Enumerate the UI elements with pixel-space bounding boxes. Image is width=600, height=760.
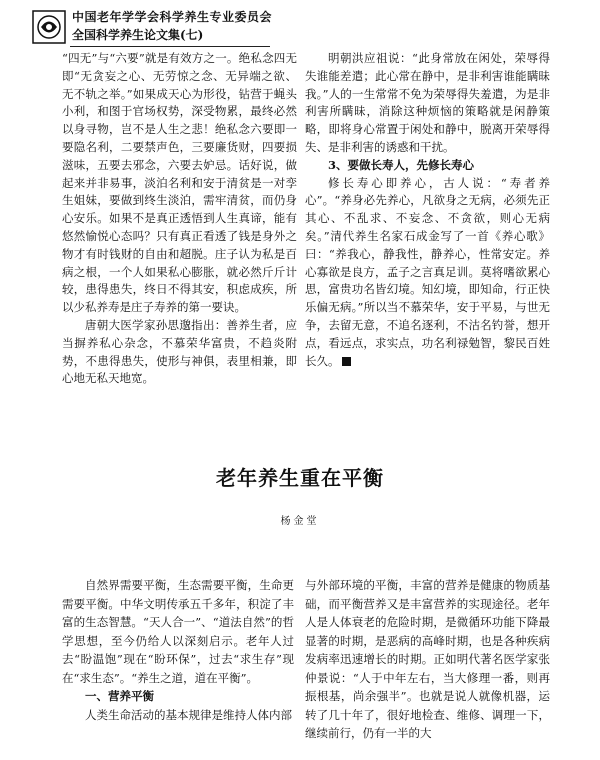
article1-right-column <box>305 50 550 370</box>
article2-right-column <box>305 576 550 743</box>
article2-left-paragraph: 人类生命活动的基本规律是维持人体内部 <box>85 707 292 722</box>
article2-author: 杨金堂 <box>280 516 320 527</box>
article1-left-column <box>62 50 297 388</box>
header-organization: 中国老年学学会科学养生专业委员会 <box>72 10 273 24</box>
article1-right-paragraph: 明朝洪应祖说：“此身常放在闲处，荣辱得失谁能差遣；此心常在静中，是非利害谁能瞒昧我。”人的一生常常不免为荣辱得失羞遣，为是非利害所瞒昧，消除这种烦恼的策略就是闲静策略，即将身心常置于闲处和静中，脱离开荣辱得失、是非利害的诱惑和干扰。 <box>305 51 550 154</box>
article2-right-paragraph: 与外部环境的平衡，丰富的营养是健康的物质基础，而平衡营养又是丰富营养的实现途径。老年人是人体衰老的危险时期，是微循环功能下降最显著的时期，是恶病的高峰时期，也是各种疾病发病率迅速增长的时期。正如明代著名医学家张仲景说：“人于中年左右，当大修理一番，则再振根基，尚余强半”。也就是说人就像机器，运转了几十年了，很好地检查、维修、调理一下，继续前行，仍有一半的大 <box>305 578 550 740</box>
header-rule <box>70 46 270 47</box>
article2-left-column <box>62 576 294 724</box>
article2-title: 老年养生重在平衡 <box>216 466 384 490</box>
end-mark-icon <box>342 357 351 366</box>
article1-subheading: 3、要做长寿人，先修长寿心 <box>328 157 475 172</box>
society-logo-icon <box>32 10 66 44</box>
article1-right-paragraph-text: 修长寿心即养心，古人说：“寿者养心”。“养身必先养心，凡欲身之无病，必须先正其心、不乱求、不妄念、不贪欲，则心无病矣。”清代养生名家石成金写了一首《养心歌》曰：“养我心，静我性，静养心，性常安定。养心寡欲是良方，孟子之言真足训。莫将嗜欲累心思，富贵功名皆幻境。知幻境，即知命，行正快乐偏无病。”所以当不慕荣华，安于平易，与世无争，去留无意，不追名逐利，不沽名钓誉，想开点，看远点，求实点，功名利禄勉智，黎民百姓长久。 <box>305 175 550 368</box>
article2-left-paragraph: 自然界需要平衡，生态需要平衡，生命更需要平衡。中华文明传承五千多年，积淀了丰富的生态智慧。“天人合一”、“道法自然”的哲学思想，至今仍给人以深刻启示。老年人过去“盼温饱”现在“盼环保”，过去“求生存”现在“求生态”。“养生之道，道在平衡”。 <box>62 578 294 685</box>
article1-right-paragraph <box>305 175 550 371</box>
article1-left-paragraph: 唐朝大医学家孙思邈指出：善养生者，应当摒养私心杂念，不慕荣华富贵，不趋炎附势，不患得患失，使形与神俱，表里相兼，即心地无私天地宽。 <box>62 317 297 386</box>
page-header <box>30 6 570 50</box>
article1-left-paragraph: “四无”与“六要”就是有效方之一。绝私念四无即“无贪妄之心、无劳惊之念、无异端之欲、无不轨之举。”如果成天心为形役，钻营于蝇头小利，和图于官场权势，深受物累，最终必然以身寻物，岂不是人生之悲！绝私念六要即一要隐名利，二要禁声色，三要廉货财，四要损滋味，五要去邪念，六要去妒忌。话好说，做起来并非易事，淡泊名利和安于清贫是一对孪生姐妹，要做到终生淡泊，需牢清贫，而仍身心安乐。如果不是真正透悟到人生真谛，能有悠然愉悦心态吗？只有真正看透了钱是身外之物才有时钱财的自由和超脱。庄子认为私是百病之根，一个人如果私心膨胀，就必然斤斤计较，患得患失，终日不得其安，积虑成疾，所以少私养寿是庄子寿养的第一要诀。 <box>62 51 297 315</box>
article2-subheading: 一、营养平衡 <box>85 689 154 703</box>
header-collection-title: 全国科学养生论文集(七) <box>72 28 204 42</box>
